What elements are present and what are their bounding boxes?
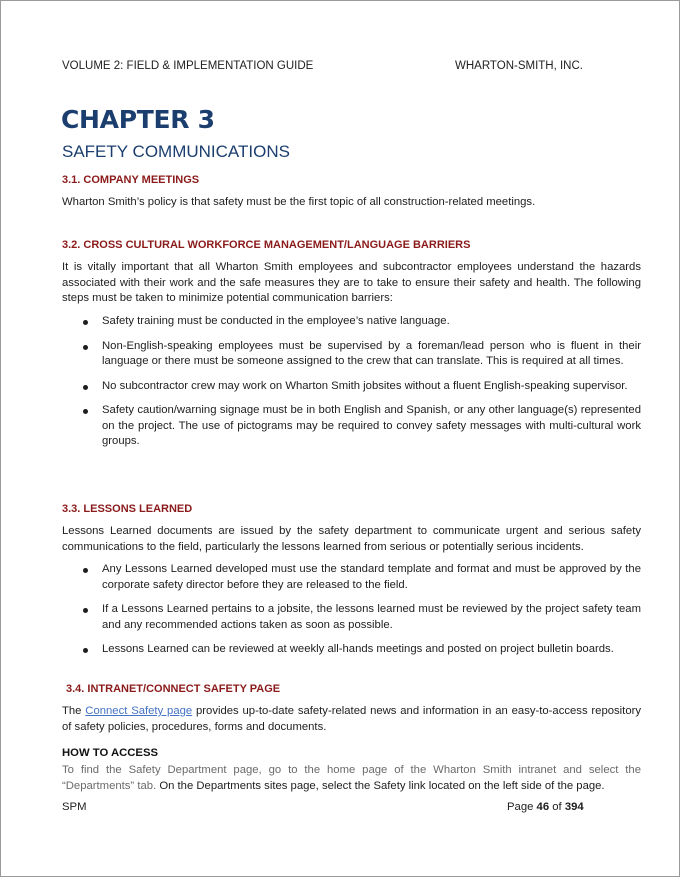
running-header-left: VOLUME 2: FIELD & IMPLEMENTATION GUIDE bbox=[62, 60, 314, 72]
how-to-access-text-gray: To find the Safety Department page, go to the home page of the Wharton Smith intranet and select the “Departments” tab. bbox=[62, 764, 641, 792]
section-heading-3-4: 3.4. INTRANET/CONNECT SAFETY PAGE bbox=[66, 683, 281, 695]
list-item-text: Safety caution/warning signage must be in both English and Spanish, or any other language(s) represented on the project. The use of pictograms may be required to convey safety messages with multi-cultural work groups. bbox=[102, 404, 641, 447]
page-total: 394 bbox=[564, 801, 584, 813]
list-item-text: No subcontractor crew may work on Wharton Smith jobsites without a fluent English-speaking supervisor. bbox=[102, 379, 628, 392]
section-body-3-3: Lessons Learned documents are issued by the safety department to communicate urgent and serious safety communications to the field, particularly the lessons learned from serious or potentially serious incidents. bbox=[62, 525, 641, 553]
list-item-text: Any Lessons Learned developed must use the standard template and format and must be approved by the corporate safety director before they are released to the field. bbox=[102, 563, 641, 591]
page-current: 46 bbox=[536, 801, 550, 813]
section-heading-3-2: 3.2. CROSS CULTURAL WORKFORCE MANAGEMENT/LANGUAGE BARRIERS bbox=[62, 239, 471, 251]
footer-doc-code: SPM bbox=[62, 801, 87, 813]
section-heading-3-1: 3.1. COMPANY MEETINGS bbox=[62, 174, 200, 186]
bullet-icon bbox=[83, 345, 88, 350]
running-header-right: WHARTON-SMITH, INC. bbox=[455, 60, 583, 72]
section-body-3-4 bbox=[62, 704, 641, 735]
section-body-3-2: It is vitally important that all Wharton Smith employees and subcontractor employees understand the hazards associated with their work and the safe measures they are to take to ensure their safety and health. The following steps must be taken to minimize potential communication barriers: bbox=[62, 261, 641, 304]
section-body-3-1: Wharton Smith’s policy is that safety must be the first topic of all construction-related meetings. bbox=[62, 196, 536, 208]
list-item bbox=[62, 379, 641, 395]
list-item-text: If a Lessons Learned pertains to a jobsite, the lessons learned must be reviewed by the project safety team and any recommended actions taken as soon as possible. bbox=[102, 603, 641, 631]
list-item bbox=[62, 314, 641, 330]
bullet-list-3-2 bbox=[62, 314, 641, 450]
page-prefix: Page bbox=[507, 801, 537, 813]
list-item bbox=[62, 602, 641, 633]
how-to-access-heading: HOW TO ACCESS bbox=[62, 747, 159, 759]
how-to-access-body bbox=[62, 763, 641, 794]
page-number bbox=[507, 801, 584, 813]
list-item bbox=[62, 562, 641, 593]
chapter-title: CHAPTER 3 bbox=[61, 105, 215, 134]
list-item-text: Lessons Learned can be reviewed at weekly all-hands meetings and posted on project bulletin boards. bbox=[102, 643, 614, 655]
list-item-text: Safety training must be conducted in the employee’s native language. bbox=[102, 315, 450, 327]
bullet-icon bbox=[83, 320, 88, 325]
connect-safety-page-link[interactable]: Connect Safety page bbox=[85, 705, 193, 717]
body-text-suffix: provides up-to-date safety-related news and information in an easy-to-access repository of safety policies, procedures, forms and documents. bbox=[62, 705, 642, 733]
page-mid: of bbox=[549, 801, 565, 813]
list-item-text: Non-English-speaking employees must be supervised by a foreman/lead person who is fluent in their language or there must be someone assigned to the crew that can translate. This is required at all times. bbox=[102, 339, 641, 367]
bullet-icon bbox=[83, 409, 88, 414]
chapter-subtitle: SAFETY COMMUNICATIONS bbox=[62, 142, 290, 161]
bullet-icon bbox=[83, 648, 88, 653]
bullet-icon bbox=[83, 608, 88, 613]
section-heading-3-3: 3.3. LESSONS LEARNED bbox=[62, 503, 193, 515]
bullet-icon bbox=[83, 568, 88, 573]
bullet-list-3-3 bbox=[62, 562, 641, 658]
bullet-icon bbox=[83, 385, 88, 390]
how-to-access-text: On the Departments sites page, select the Safety link located on the left side of the page. bbox=[156, 779, 605, 792]
list-item bbox=[62, 403, 641, 450]
list-item bbox=[62, 339, 641, 370]
body-text-prefix: The bbox=[62, 705, 86, 717]
list-item bbox=[62, 642, 641, 658]
